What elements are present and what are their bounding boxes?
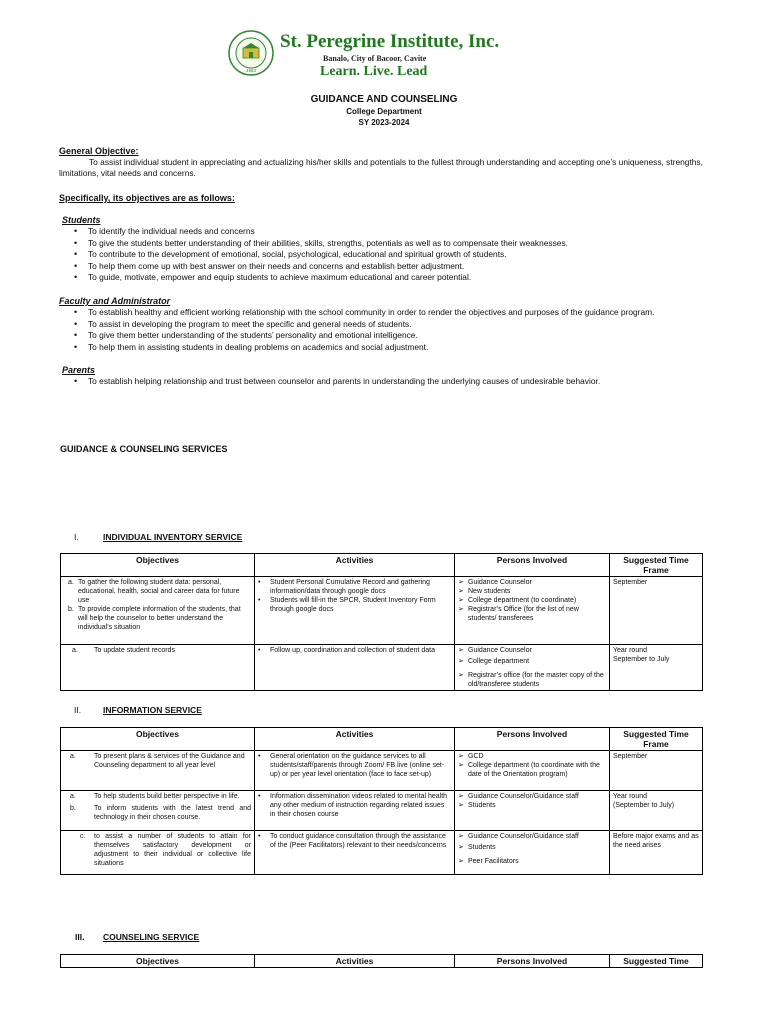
school-seal-logo bbox=[228, 30, 274, 76]
person-item: ➢ Guidance Counselor/Guidance staff bbox=[458, 833, 579, 840]
activities-cell bbox=[255, 645, 455, 691]
col-header-activities: Activities bbox=[255, 554, 455, 577]
table-row bbox=[61, 791, 703, 831]
table-row bbox=[61, 831, 703, 875]
persons-cell bbox=[455, 831, 610, 875]
objective-item: a. To update student records bbox=[72, 647, 175, 654]
list-item: • To guide, motivate, empower and equip students to achieve maximum educational and career potential. bbox=[74, 272, 568, 284]
specific-objectives-heading: Specifically, its objectives are as follows: bbox=[59, 193, 235, 203]
person-item: ➢ Guidance Counselor bbox=[458, 647, 532, 654]
col-header-time: Suggested Time Frame bbox=[610, 728, 703, 751]
individual-inventory-table bbox=[60, 553, 703, 691]
activities-cell bbox=[255, 791, 455, 831]
list-item: • To give them better understanding of the students’ personality and emotional intelligence. bbox=[74, 330, 654, 342]
objectives-cell bbox=[61, 645, 255, 691]
person-item: ➢ Guidance Counselor/Guidance staff bbox=[458, 793, 579, 800]
list-item: • To establish healthy and efficient working relationship with the school community in order to render the objectives and purposes of the guidance program. bbox=[74, 307, 654, 319]
time-cell: Year round September to July bbox=[610, 645, 703, 691]
objectives-cell bbox=[61, 751, 255, 791]
section-title: COUNSELING SERVICE bbox=[103, 932, 200, 942]
list-item: • To help them come up with best answer on their needs and concerns and establish better adjustment. bbox=[74, 261, 568, 273]
col-header-time: Suggested Time Frame bbox=[610, 554, 703, 577]
section-title: INDIVIDUAL INVENTORY SERVICE bbox=[103, 532, 243, 542]
table-row bbox=[61, 577, 703, 645]
general-objective-heading: General Objective: bbox=[59, 146, 139, 156]
table-header-row bbox=[61, 955, 703, 968]
objective-item: c. to assist a number of students to attain for themselves satisfactory development or adjustment to their individual or collective life situations bbox=[80, 833, 251, 867]
objectives-cell bbox=[61, 831, 255, 875]
objective-item: a. To present plans & services of the Guidance and Counseling department to all year level bbox=[70, 753, 245, 769]
col-header-objectives: Objectives bbox=[61, 554, 255, 577]
institution-motto: Learn. Live. Lead bbox=[320, 64, 428, 79]
time-cell: September bbox=[610, 751, 703, 791]
parents-heading: Parents bbox=[62, 365, 96, 375]
students-objectives-list bbox=[74, 226, 568, 284]
activity-item: • Information dissemination videos related to mental health any other medium of instruction regarding related issues in their chosen course bbox=[258, 793, 448, 818]
activity-item: • Student Personal Cumulative Record and gathering information/data through google docs bbox=[258, 579, 430, 595]
list-item: • To give the students better understanding of their abilities, skills, strengths, potentials as well as to compensate their weaknesses. bbox=[74, 238, 568, 250]
section-title: INFORMATION SERVICE bbox=[103, 705, 202, 715]
time-cell: Year round (September to July) bbox=[610, 791, 703, 831]
list-item: • To identify the individual needs and concerns bbox=[74, 226, 568, 238]
person-item: ➢ GCD bbox=[458, 753, 484, 760]
objective-item: b. To inform students with the latest trend and technology in their chosen course. bbox=[70, 805, 251, 821]
person-item: ➢ College department bbox=[458, 658, 530, 665]
section-number: II. bbox=[74, 705, 82, 715]
table-header-row bbox=[61, 728, 703, 751]
col-header-time: Suggested Time bbox=[610, 955, 703, 968]
persons-cell bbox=[455, 751, 610, 791]
activity-item: • General orientation on the guidance services to all students/staff/parents through Zoom/ FB live (online set-up) or per year level orientation (face to face set-up) bbox=[258, 753, 445, 778]
person-item: ➢ Students bbox=[458, 802, 496, 809]
activities-cell bbox=[255, 831, 455, 875]
list-item: • To help them in assisting students in dealing problems on academics and social adjustment. bbox=[74, 342, 654, 354]
information-service-table bbox=[60, 727, 703, 875]
person-item: ➢ New students bbox=[458, 588, 511, 595]
col-header-activities: Activities bbox=[255, 955, 455, 968]
document-title: GUIDANCE AND COUNSELING bbox=[310, 94, 458, 105]
person-item: ➢ Registrar’s Office (for the list of new students/ transferees bbox=[458, 606, 579, 622]
activities-cell bbox=[255, 577, 455, 645]
table-row bbox=[61, 751, 703, 791]
persons-cell bbox=[455, 577, 610, 645]
col-header-objectives: Objectives bbox=[61, 955, 255, 968]
col-header-activities: Activities bbox=[255, 728, 455, 751]
persons-cell bbox=[455, 645, 610, 691]
activity-item: • To conduct guidance consultation through the assistance of the (Peer Facilitators) relevant to their needs/concerns bbox=[258, 833, 447, 849]
col-header-objectives: Objectives bbox=[61, 728, 255, 751]
persons-cell bbox=[455, 791, 610, 831]
person-item: ➢ College department (to coordinate with the date of the Orientation program) bbox=[458, 762, 600, 778]
objective-item: a. To help students build better perspective in life. bbox=[70, 793, 240, 800]
activity-item: • Follow up, coordination and collection of student data bbox=[258, 647, 435, 654]
objectives-cell bbox=[61, 791, 255, 831]
objective-item: a. To gather the following student data: personal, educational, health, social and career data for future use bbox=[68, 579, 240, 604]
school-year: SY 2023-2024 bbox=[358, 118, 410, 127]
faculty-objectives-list bbox=[74, 307, 654, 353]
list-item: • To establish helping relationship and trust between counselor and parents in understanding the underlying causes of undesirable behavior. bbox=[74, 376, 600, 388]
time-cell: September bbox=[610, 577, 703, 645]
table-row bbox=[61, 645, 703, 691]
students-heading: Students bbox=[62, 215, 101, 225]
person-item: ➢ Peer Facilitators bbox=[458, 858, 519, 865]
general-objective-text: To assist individual student in appreciating and actualizing his/her skills and potentials to the fullest through understanding and accepting one’s uniqueness, strengths, limitations, vital needs and concerns. bbox=[59, 157, 703, 178]
person-item: ➢ College department (to coordinate) bbox=[458, 597, 577, 604]
department-name: College Department bbox=[346, 107, 422, 116]
col-header-persons: Persons Involved bbox=[455, 554, 610, 577]
col-header-persons: Persons Involved bbox=[455, 955, 610, 968]
parents-objectives-list bbox=[74, 376, 600, 388]
institution-address: Banalo, City of Bacoor, Cavite bbox=[323, 54, 427, 63]
table-header-row bbox=[61, 554, 703, 577]
col-header-persons: Persons Involved bbox=[455, 728, 610, 751]
objective-item: b. To provide complete information of the students, that will help the counselor to better understand the individual’s situation bbox=[68, 606, 241, 631]
counseling-service-table bbox=[60, 954, 703, 968]
person-item: ➢ Guidance Counselor bbox=[458, 579, 532, 586]
person-item: ➢ Registrar’s office (for the master copy of the old/transferee students bbox=[458, 672, 604, 688]
list-item: • To contribute to the development of emotional, social, psychological, educational and spiritual growth of students. bbox=[74, 249, 568, 261]
svg-text:1983: 1983 bbox=[245, 68, 257, 73]
time-cell: Before major exams and as the need arises bbox=[610, 831, 703, 875]
section-number: III. bbox=[75, 932, 85, 942]
institution-name: St. Peregrine Institute, Inc. bbox=[280, 31, 500, 52]
faculty-heading: Faculty and Administrator bbox=[59, 296, 171, 306]
services-heading: GUIDANCE & COUNSELING SERVICES bbox=[60, 444, 228, 454]
activities-cell bbox=[255, 751, 455, 791]
section-number: I. bbox=[74, 532, 79, 542]
objectives-cell bbox=[61, 577, 255, 645]
activity-item: • Students will fill-in the SPCR, Student Inventory Form through google docs bbox=[258, 597, 436, 613]
person-item: ➢ Students bbox=[458, 844, 496, 851]
list-item: • To assist in developing the program to meet the specific and general needs of students. bbox=[74, 319, 654, 331]
